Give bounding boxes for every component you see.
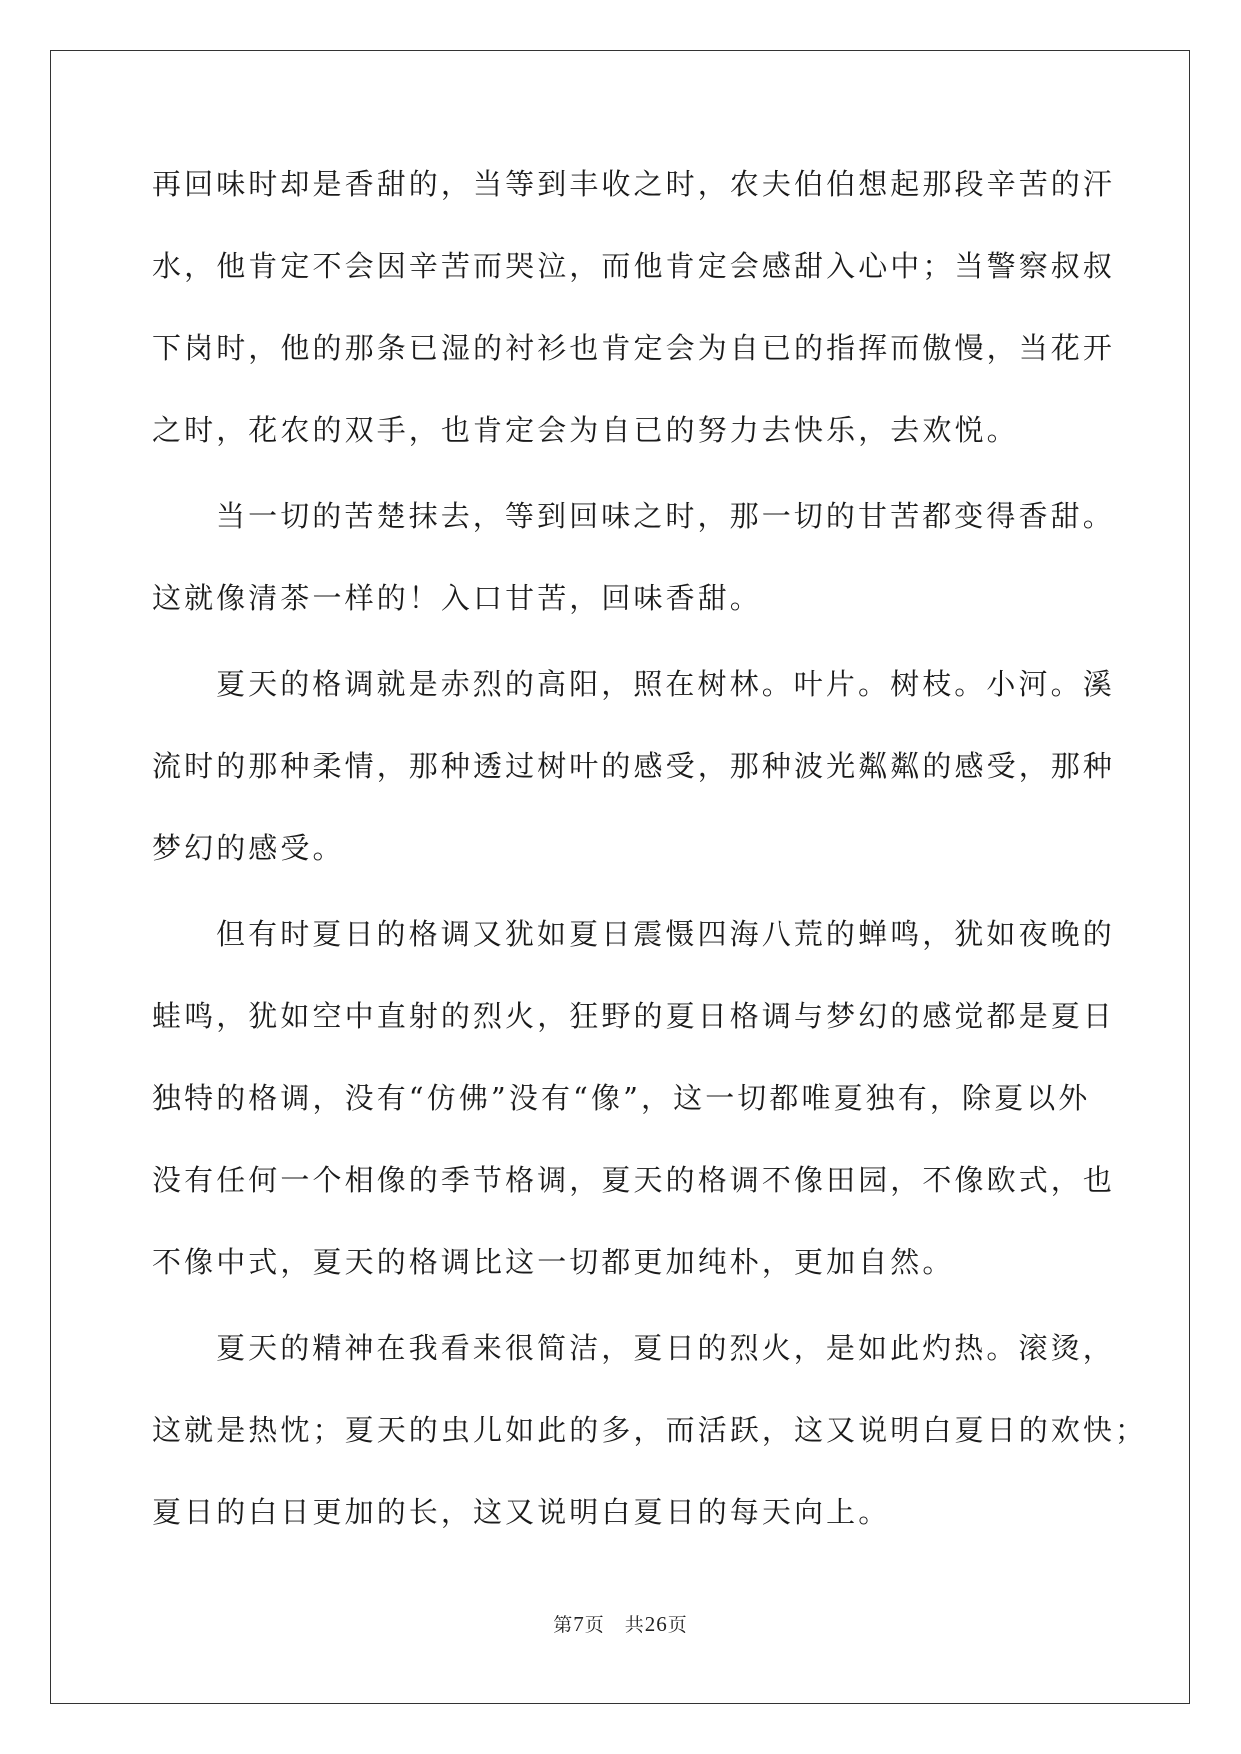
text-line: 再回味时却是香甜的，当等到丰收之时，农夫伯伯想起那段辛苦的汗 — [152, 167, 1116, 201]
current-page-number: 7 — [573, 1612, 585, 1636]
text-line: 夏天的格调就是赤烈的高阳，照在树林。叶片。树枝。小河。溪 — [216, 667, 1115, 701]
text-line: 当一切的苦楚抹去，等到回味之时，那一切的甘苦都变得香甜。 — [216, 499, 1115, 533]
text-line: 下岗时，他的那条已湿的衬衫也肯定会为自已的指挥而傲慢，当花开 — [152, 331, 1116, 365]
text-line: 水，他肯定不会因辛苦而哭泣，而他肯定会感甜入心中；当警察叔叔 — [152, 249, 1116, 283]
text-line: 夏天的精神在我看来很简洁，夏日的烈火，是如此灼热。滚烫， — [216, 1331, 1115, 1365]
text-line: 夏日的白日更加的长，这又说明白夏日的每天向上。 — [152, 1495, 891, 1529]
footer-middle: 页 共 — [584, 1614, 645, 1636]
text-line: 梦幻的感受。 — [152, 831, 345, 865]
footer-suffix: 页 — [667, 1614, 688, 1636]
text-line: 这就是热忱；夏天的虫儿如此的多，而活跃，这又说明白夏日的欢快； — [152, 1413, 1148, 1447]
page-footer — [0, 1610, 1241, 1637]
text-line: 流时的那种柔情，那种透过树叶的感受，那种波光粼粼的感受，那种 — [152, 749, 1116, 783]
text-line: 蛙鸣，犹如空中直射的烈火，狂野的夏日格调与梦幻的感觉都是夏日 — [152, 999, 1116, 1033]
total-page-count: 26 — [644, 1612, 668, 1636]
footer-prefix: 第 — [553, 1614, 574, 1636]
text-line: 但有时夏日的格调又犹如夏日震慑四海八荒的蝉鸣，犹如夜晚的 — [216, 917, 1115, 951]
text-line: 之时，花农的双手，也肯定会为自已的努力去快乐，去欢悦。 — [152, 413, 1019, 447]
text-line: 这就像清茶一样的！入口甘苦，回味香甜。 — [152, 581, 762, 615]
text-line: 独特的格调，没有“仿佛”没有“像”，这一切都唯夏独有，除夏以外 — [152, 1081, 1091, 1115]
document-body — [152, 160, 1148, 1570]
text-line: 不像中式，夏天的格调比这一切都更加纯朴，更加自然。 — [152, 1245, 955, 1279]
text-line: 没有任何一个相像的季节格调，夏天的格调不像田园，不像欧式，也 — [152, 1163, 1116, 1197]
